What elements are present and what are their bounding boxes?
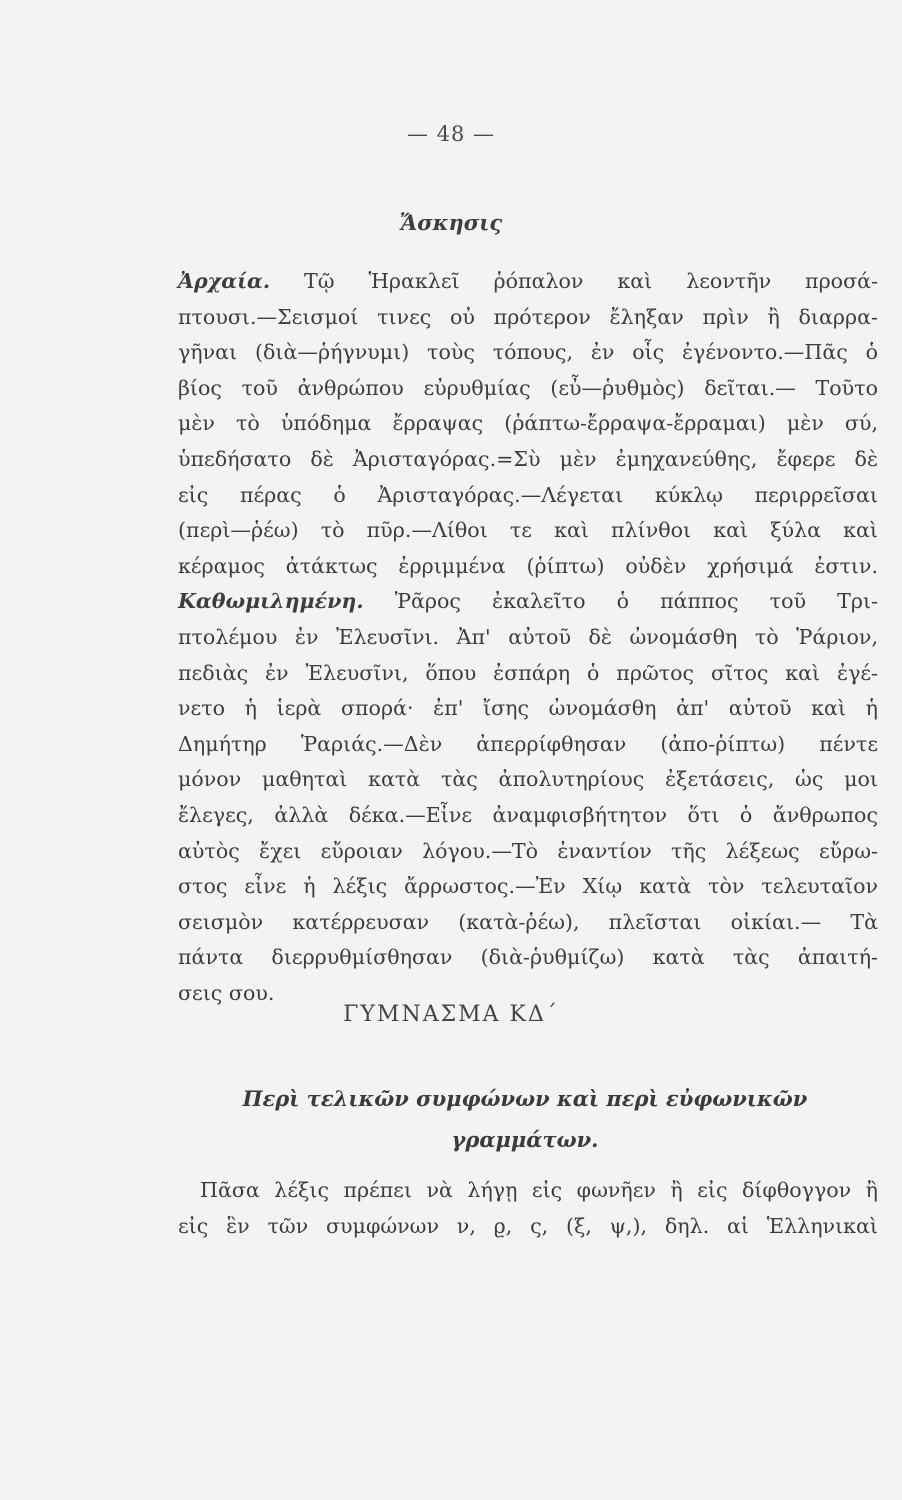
rule-paragraph	[178, 1172, 878, 1244]
text-line: ἔλεγες, ἀλλὰ δέκα.—Εἶνε ἀναμφισβήτητον ὅτι ὁ ἄνθρωπος	[178, 802, 878, 827]
text-line: πτουσι.—Σεισμοί τινες οὐ πρότερον ἔληξαν πρὶν ἢ διαρρα-	[178, 304, 878, 329]
text-line: ὑπεδήσατο δὲ Ἀρισταγόρας.=Σὺ μὲν ἐμηχανεύθης, ἔφερε δὲ	[178, 446, 878, 471]
exercise-title: ΓΥΜΝΑΣΜΑ ΚΔ΄	[343, 1002, 559, 1027]
text-line: μόνον μαθηταὶ κατὰ τὰς ἀπολυτηρίους ἐξετάσεις, ὡς μοι	[178, 767, 878, 792]
text-line: σεις σου.	[178, 980, 275, 1005]
subtitle-line: Περὶ τελικῶν συμφώνων καὶ περὶ εὐφωνικῶν	[242, 1086, 808, 1111]
text-line: εἰς πέρας ὁ Ἀρισταγόρας.—Λέγεται κύκλῳ περιρρεῖσαι	[178, 482, 878, 507]
text-line: (περὶ—ῥέω) τὸ πῦρ.—Λίθοι τε καὶ πλίνθοι καὶ ξύλα καὶ	[178, 518, 878, 543]
text-line: νετο ἡ ἱερὰ σπορά· ἐπ' ἴσης ὠνομάσθη ἀπ' αὐτοῦ καὶ ἡ	[178, 696, 878, 721]
text-span: Ῥᾶρος ἐκαλεῖτο ὁ πάππος τοῦ Τρι-	[363, 589, 878, 614]
text-line: εἰς ἓν τῶν συμφώνων ν, ϱ, ς, (ξ, ψ,), δηλ. αἱ Ἑλληνικαὶ	[178, 1214, 878, 1238]
text-line	[178, 264, 878, 300]
text-line: πάντα διερρυθμίσθησαν (διὰ-ῥυθμίζω) κατὰ τὰς ἀπαιτή-	[178, 945, 878, 970]
text-line: Πᾶσα λέξις πρέπει νὰ λήγῃ εἰς φωνῆεν ἢ εἰς δίφθογγον ἢ	[200, 1178, 878, 1202]
text-line: στος εἶνε ἡ λέξις ἄρρωστος.—Ἐν Χίῳ κατὰ τὸν τελευταῖον	[178, 874, 878, 899]
ancient-label: Ἀρχαία.	[178, 269, 271, 293]
exercise-subtitle	[180, 1078, 870, 1160]
text-line: πεδιὰς ἐν Ἐλευσῖνι, ὅπου ἐσπάρη ὁ πρῶτος σῖτος καὶ ἐγέ-	[178, 660, 878, 685]
text-line: βίος τοῦ ἀνθρώπου εὐρυθμίας (εὖ—ῥυθμὸς) δεῖται.— Τοῦτο	[178, 375, 878, 400]
text-line: αὐτὸς ἔχει εὔροιαν λόγου.—Τὸ ἐναντίον τῆς λέξεως εὔρω-	[178, 838, 878, 863]
exercise-paragraph	[178, 264, 878, 1011]
text-line: μὲν τὸ ὑπόδημα ἔρραψας (ῥάπτω-ἔρραψα-ἔρραμαι) μὲν σύ,	[178, 411, 878, 436]
subtitle-line: γραμμάτων.	[451, 1127, 599, 1152]
text-line	[178, 584, 878, 620]
colloquial-label: Καθωμιλημένη.	[178, 589, 364, 614]
text-span: Τῷ Ἡρακλεῖ ῥόπαλον καὶ λεοντῆν προσά-	[270, 269, 878, 293]
page-number: — 48 —	[406, 122, 496, 146]
text-line: σεισμὸν κατέρρευσαν (κατὰ-ῥέω), πλεῖσται οἰκίαι.— Τὰ	[178, 909, 878, 934]
text-line: κέραμος ἀτάκτως ἐρριμμένα (ῥίπτω) οὐδὲν χρήσιμά ἐστιν.	[178, 553, 878, 578]
section-heading: Ἄσκησις	[399, 210, 503, 235]
text-line: Δημήτηρ Ῥαριάς.—Δὲν ἀπερρίφθησαν (ἀπο-ῥίπτω) πέντε	[178, 731, 878, 756]
text-line: πτολέμου ἐν Ἐλευσῖνι. Ἀπ' αὐτοῦ δὲ ὠνομάσθη τὸ Ῥάριον,	[178, 624, 878, 649]
text-line: γῆναι (διὰ—ῥήγνυμι) τοὺς τόπους, ἐν οἷς ἐγένοντο.—Πᾶς ὁ	[178, 340, 878, 365]
